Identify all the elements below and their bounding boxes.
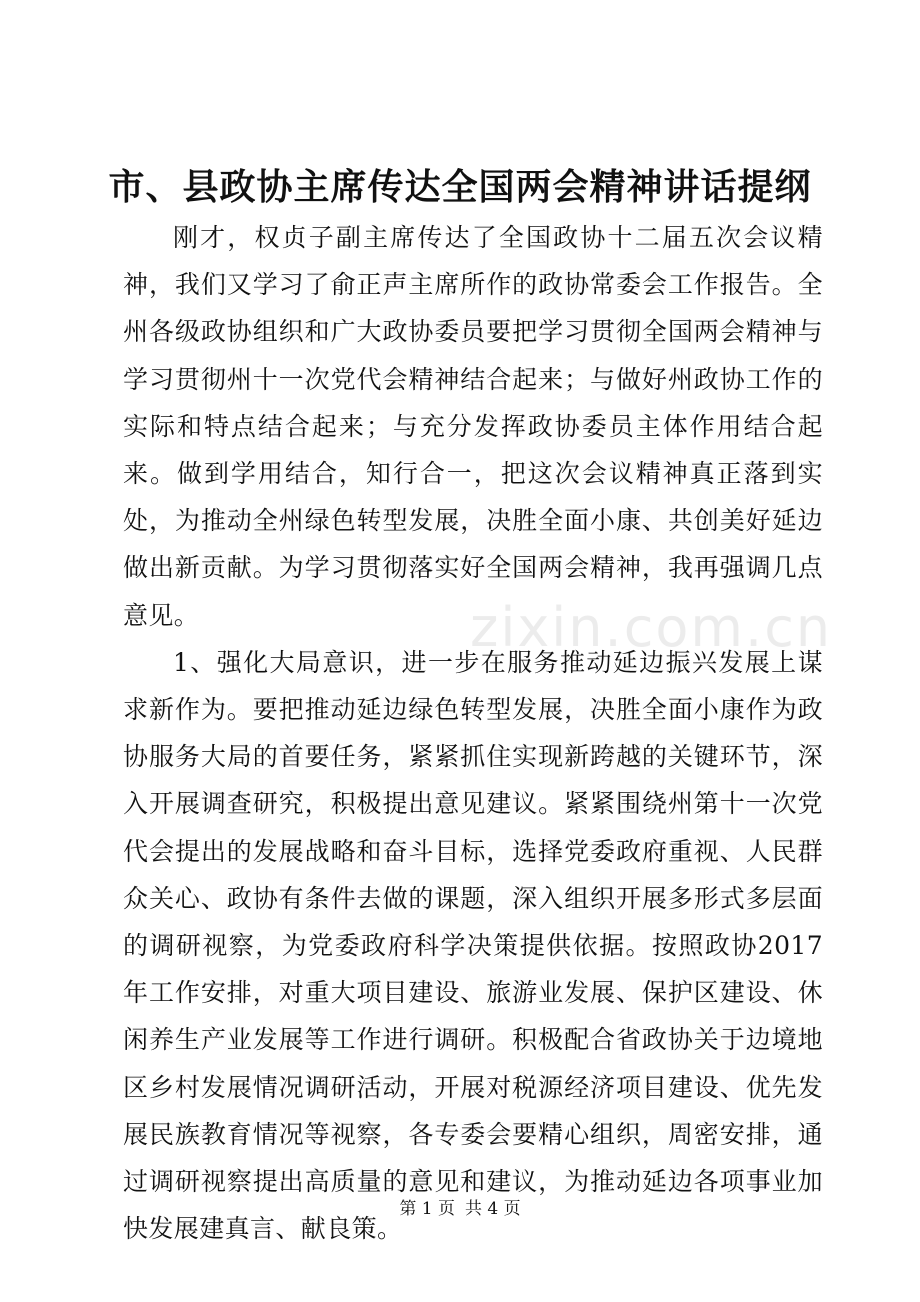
page-number: 第 1 页	[399, 1199, 455, 1219]
paragraph-intro: 刚才，权贞子副主席传达了全国政协十二届五次会议精神，我们又学习了俞正声主席所作的政协常委会工作报告。全州各级政协组织和广大政协委员要把学习贯彻全国两会精神与学习贯彻州十一次党代会精神结合起来；与做好州政协工作的实际和特点结合起来；与充分发挥政协委员主体作用结合起来。做到学用结合，知行合一，把这次会议精神真正落到实处，为推动全州绿色转型发展，决胜全面小康、共创美好延边做出新贡献。为学习贯彻落实好全国两会精神，我再强调几点意见。	[123, 223, 823, 630]
document-title: 市、县政协主席传达全国两会精神讲话提纲	[108, 167, 812, 208]
page-total: 共 4 页	[465, 1199, 521, 1219]
paragraph-point-1: 1、强化大局意识，进一步在服务推动延边振兴发展上谋求新作为。要把推动延边绿色转型发展，决胜全面小康作为政协服务大局的首要任务，紧紧抓住实现新跨越的关键环节，深入开展调查研究，积极提出意见建议。紧紧围绕州第十一次党代会提出的发展战略和奋斗目标，选择党委政府重视、人民群众关心、政协有条件去做的课题，深入组织开展多形式多层面的调研视察，为党委政府科学决策提供依据。按照政协2017年工作安排，对重大项目建设、旅游业发展、保护区建设、休闲养生产业发展等工作进行调研。积极配合省政协关于边境地区乡村发展情况调研活动，开展对税源经济项目建设、优先发展民族教育情况等视察，各专委会要精心组织，周密安排，通过调研视察提出高质量的意见和建议，为推动延边各项事业加快发展建真言、献良策。	[123, 647, 823, 1244]
watermark-text: zixin.com.cn	[470, 596, 833, 659]
page-footer	[0, 1196, 920, 1222]
document-body	[123, 214, 823, 1252]
